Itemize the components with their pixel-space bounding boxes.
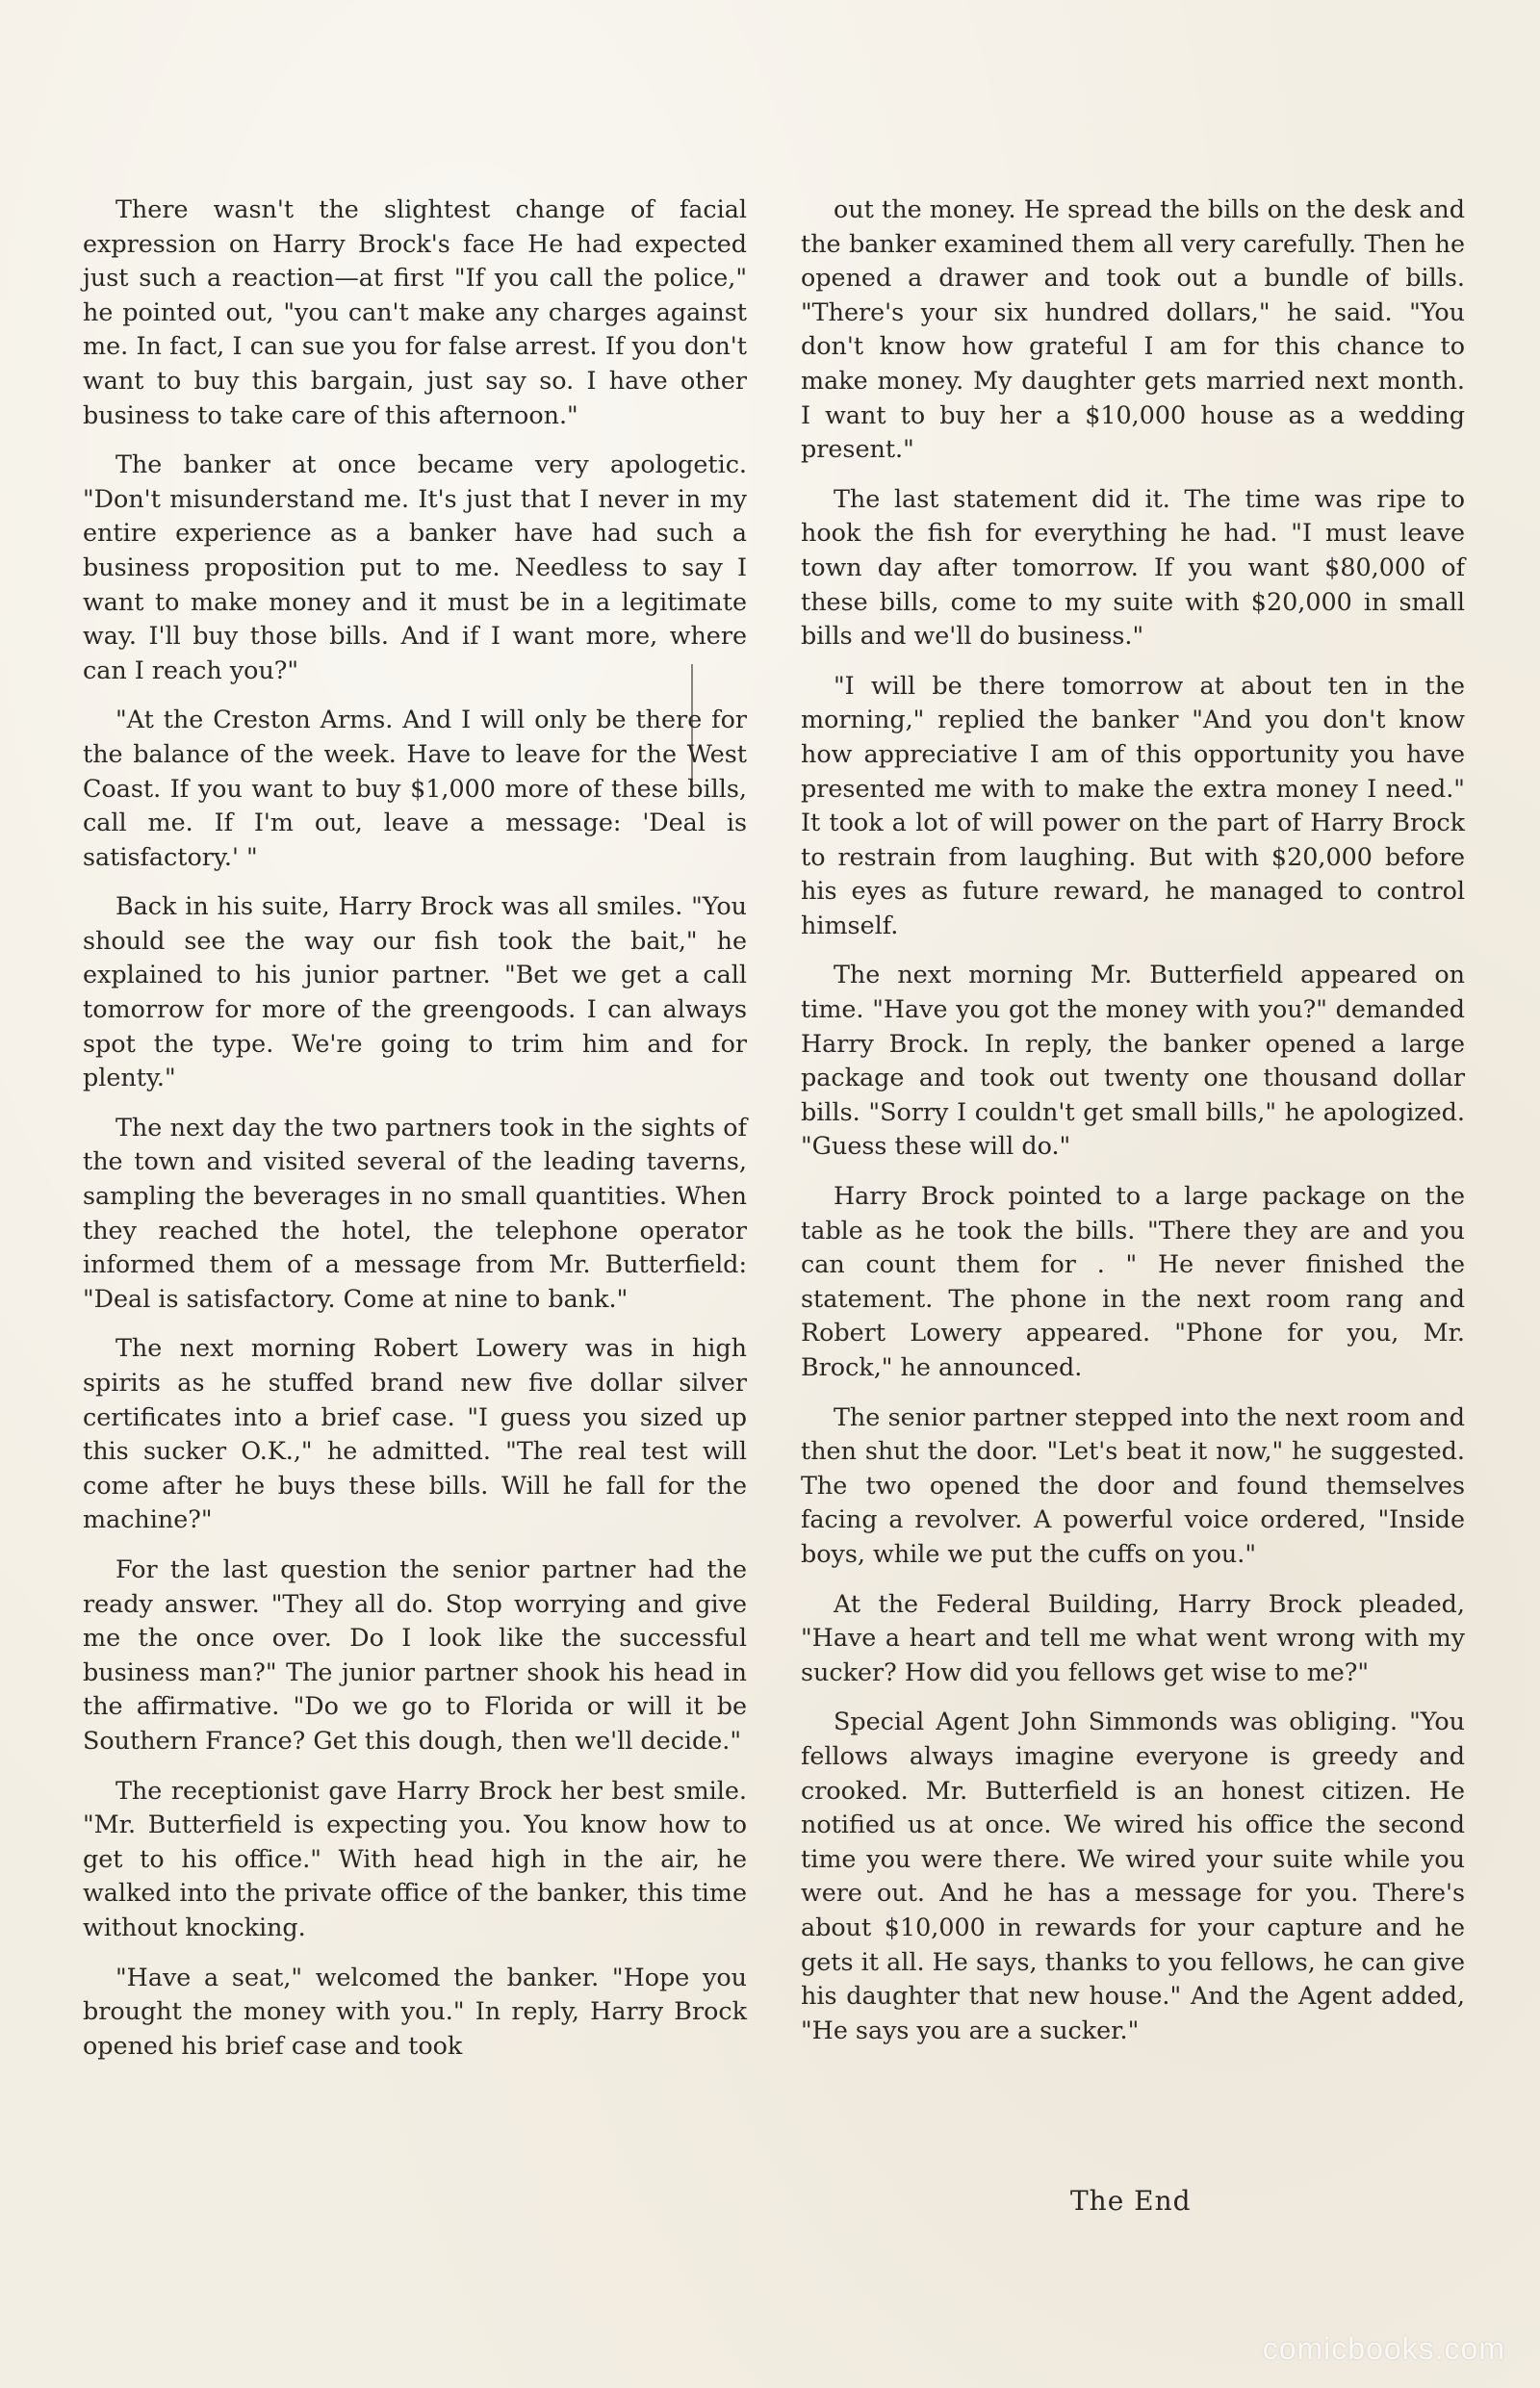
paragraph: The next day the two partners took in the sights of the town and visited several of the leading taverns, sampling the beverages in no small quantities. When they reached the hotel, the telephone operator informed them of a message from Mr. Butterfield: "Deal is satisfactory. Come at nine to bank." xyxy=(83,1112,747,1313)
paragraph: The senior partner stepped into the next room and then shut the door. "Let's beat it now," he suggested. The two opened the door and found themselves facing a revolver. A powerful voice ordered, "Inside boys, while we put the cuffs on you." xyxy=(801,1401,1465,1568)
paragraph: The last statement did it. The time was ripe to hook the fish for everything he had. "I must leave town day after tomorrow. If you want $80,000 of these bills, come to my suite with $20,000 in small bills and we'll do business." xyxy=(801,483,1465,651)
paragraph: The next morning Robert Lowery was in high spirits as he stuffed brand new five dollar silver certificates into a brief case. "I guess you sized up this sucker O.K.," he admitted. "The real test will come after he buys these bills. Will he fall for the machine?" xyxy=(83,1333,747,1534)
paragraph: At the Federal Building, Harry Brock pleaded, "Have a heart and tell me what went wrong with my sucker? How did you fellows get wise to me?" xyxy=(801,1588,1465,1686)
paragraph: The banker at once became very apologetic. "Don't misunderstand me. It's just that I never in my entire experience as a banker have had such a business proposition put to me. Needless to say I want to make money and it must be in a legitimate way. I'll buy those bills. And if I want more, where can I reach you?" xyxy=(83,449,747,684)
paragraph: Special Agent John Simmonds was obliging. "You fellows always imagine everyone is greedy and crooked. Mr. Butterfield is an honest citizen. He notified us at once. We wired his office the second time you were there. We wired your suite while you were out. And he has a message for you. There's about $10,000 in rewards for your capture and he gets it all. He says, thanks to you fellows, he can give his daughter that new house." And the Agent added, "He says you are a sucker." xyxy=(801,1707,1465,2044)
site-watermark: comicbooks.com xyxy=(1262,2331,1505,2366)
paragraph: The receptionist gave Harry Brock her best smile. "Mr. Butterfield is expecting you. You know how to get to his office." With head high in the air, he walked into the private office of the banker, this time without knocking. xyxy=(83,1775,747,1941)
paragraph: "I will be there tomorrow at about ten in the morning," replied the banker "And you don't know how appreciative I am of this opportunity you have presented me with to make the extra money I need." It took a lot of will power on the part of Harry Brock to restrain from laughing. But with $20,000 before his eyes as future reward, he managed to control himself. xyxy=(801,670,1465,939)
paragraph: out the money. He spread the bills on the desk and the banker examined them all very carefully. Then he opened a drawer and took out a bundle of bills. "There's your six hundred dollars," he said. "You don't know how grateful I am for this chance to make money. My daughter gets married next month. I want to buy her a $10,000 house as a wedding present." xyxy=(801,194,1465,464)
paragraph: "Have a seat," welcomed the banker. "Hope you brought the money with you." In reply, Harry Brock opened his brief case and took xyxy=(83,1962,747,2060)
paragraph: For the last question the senior partner had the ready answer. "They all do. Stop worrying and give me the once over. Do I look like the successful business man?" The junior partner shook his head in the affirmative. "Do we go to Florida or will it be Southern France? Get this dough, then we'll decide." xyxy=(83,1553,747,1755)
paragraph: There wasn't the slightest change of facial expression on Harry Brock's face He had expected just such a reaction—at first "If you call the police," he pointed out, "you can't make any charges against me. In fact, I can sue you for false arrest. If you don't want to buy this bargain, just say so. I have other business to take care of this afternoon." xyxy=(83,194,747,429)
paragraph: Back in his suite, Harry Brock was all smiles. "You should see the way our fish took the bait," he explained to his junior partner. "Bet we get a call tomorrow for more of the greengoods. I can always spot the type. We're going to trim him and for plenty." xyxy=(83,891,747,1092)
the-end-label: The End xyxy=(1070,2185,1192,2217)
paragraph: "At the Creston Arms. And I will only be there for the balance of the week. Have to leave for the West Coast. If you want to buy $1,000 more of these bills, call me. If I'm out, leave a message: 'Deal is satisfactory.' " xyxy=(83,705,747,871)
left-text-column xyxy=(83,193,747,2078)
paragraph: Harry Brock pointed to a large package on the table as he took the bills. "There they are and you can count them for . " He never finished the statement. The phone in the next room rang and Robert Lowery appeared. "Phone for you, Mr. Brock," he announced. xyxy=(801,1181,1465,1381)
right-text-column xyxy=(801,193,1465,2063)
paragraph: The next morning Mr. Butterfield appeared on time. "Have you got the money with you?" demanded Harry Brock. In reply, the banker opened a large package and took out twenty one thousand dollar bills. "Sorry I couldn't get small bills," he apologized. "Guess these will do." xyxy=(801,960,1465,1161)
